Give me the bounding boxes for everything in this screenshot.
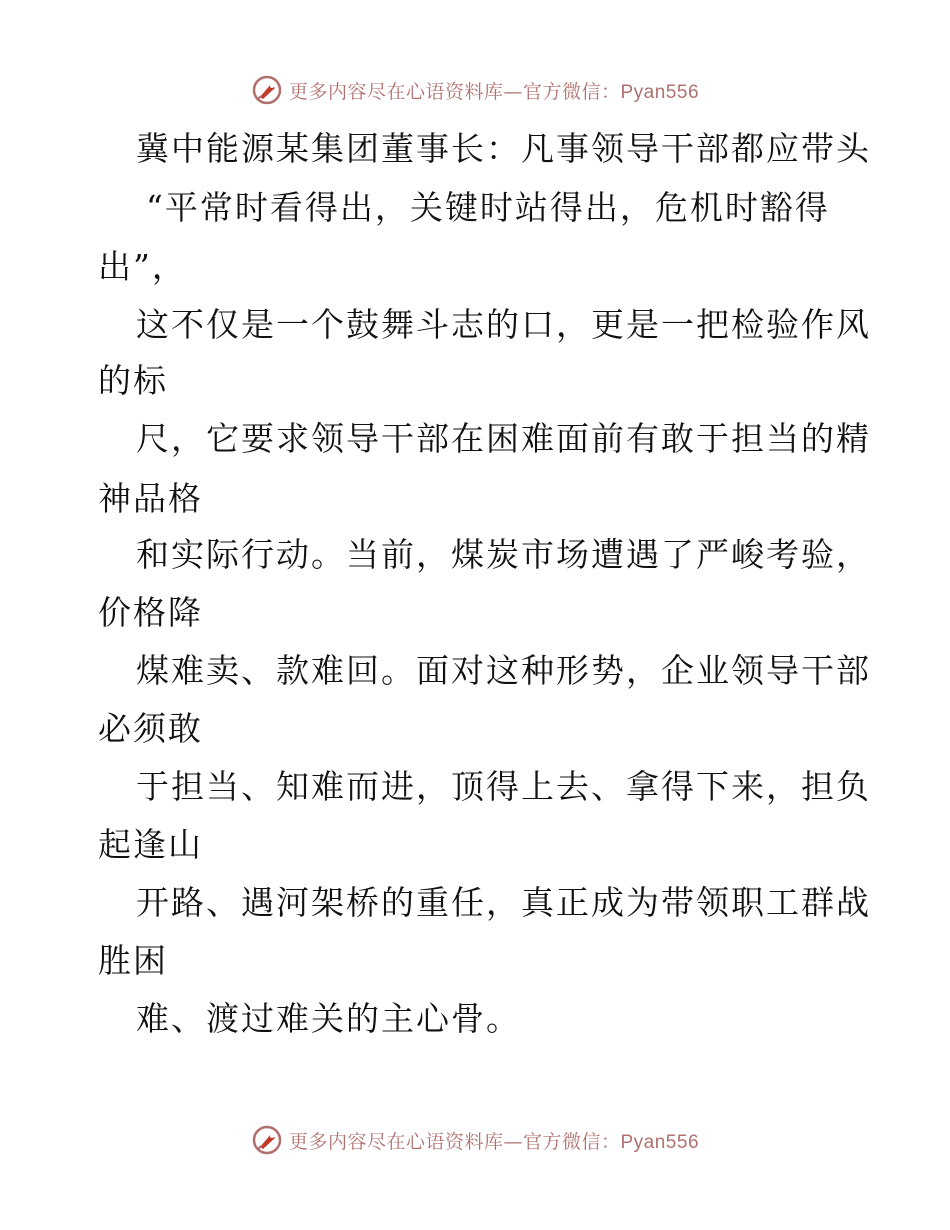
paragraph-line: 价格降 xyxy=(98,593,203,632)
banner-wechat-id: Pyan556 xyxy=(620,1131,700,1153)
paragraph-line: 尺，它要求领导干部在困难面前有敢于担当的精 xyxy=(136,419,871,458)
banner-text: 更多内容尽在心语资料库—官方微信：Pyan556 xyxy=(288,80,700,103)
paragraph-line: 必须敢 xyxy=(98,709,203,748)
footer-banner xyxy=(0,1120,950,1160)
paragraph-line: 胜困 xyxy=(98,941,168,980)
paragraph-line: 冀中能源某集团董事长：凡事领导干部都应带头 xyxy=(136,129,871,168)
paragraph-line: 于担当、知难而进，顶得上去、拿得下来，担负 xyxy=(136,767,871,806)
paragraph-line: 起逢山 xyxy=(98,825,203,864)
paragraph-line: 开路、遇河架桥的重任，真正成为带领职工群战 xyxy=(136,883,871,922)
paragraph-line: 的标 xyxy=(98,361,168,400)
pen-nib-logo-icon xyxy=(251,1124,283,1156)
paragraph-line: 神品格 xyxy=(98,479,203,518)
paragraph-line: “平常时看得出，关键时站得出，危机时豁得 xyxy=(146,188,830,227)
pen-nib-logo-icon xyxy=(251,74,283,106)
paragraph-line: 难、渡过难关的主心骨。 xyxy=(136,999,521,1038)
banner-wechat-id: Pyan556 xyxy=(620,81,700,103)
paragraph-line: 这不仅是一个鼓舞斗志的口，更是一把检验作风 xyxy=(136,305,871,344)
header-banner xyxy=(0,70,950,110)
paragraph-line: 煤难卖、款难回。面对这种形势，企业领导干部 xyxy=(136,651,871,690)
paragraph-line: 和实际行动。当前，煤炭市场遭遇了严峻考验， xyxy=(136,535,871,574)
banner-text: 更多内容尽在心语资料库—官方微信：Pyan556 xyxy=(288,1130,700,1153)
paragraph-line: 出”， xyxy=(98,247,187,286)
